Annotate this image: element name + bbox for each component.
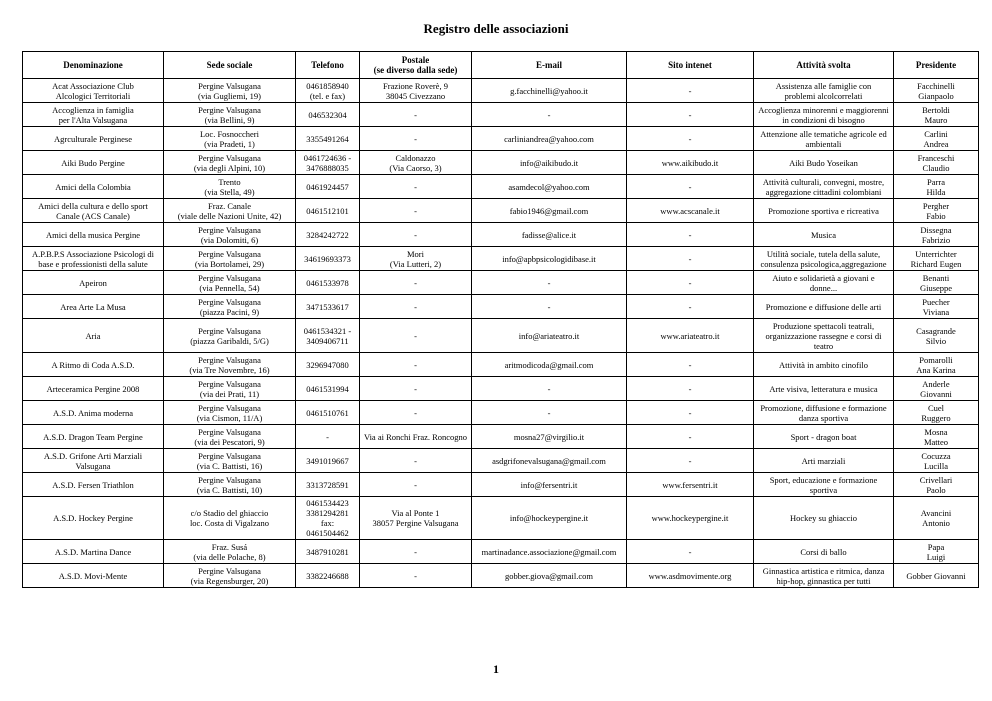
cell-denominazione: A.S.D. Movi-Mente [23,564,164,588]
cell-presidente: Avancini Antonio [894,497,979,540]
cell-email: info@aikibudo.it [472,151,627,175]
cell-sito: - [627,103,754,127]
cell-attivita: Produzione spettacoli teatrali, organizzazione rassegne e corsi di teatro [754,319,894,353]
cell-sito: - [627,377,754,401]
cell-email: - [472,401,627,425]
cell-sito: www.ariateatro.it [627,319,754,353]
cell-presidente: Franceschi Claudio [894,151,979,175]
cell-email: info@fersentri.it [472,473,627,497]
cell-telefono: 3471533617 [296,295,360,319]
cell-denominazione: A.S.D. Martina Dance [23,540,164,564]
cell-attivita: Promozione e diffusione delle arti [754,295,894,319]
cell-sede-sociale: Fraz. Susá (via delle Polache, 8) [164,540,296,564]
cell-postale: Caldonazzo (Via Caorso, 3) [360,151,472,175]
cell-sede-sociale: c/o Stadio del ghiaccio loc. Costa di Vigalzano [164,497,296,540]
cell-email: fabio1946@gmail.com [472,199,627,223]
cell-postale: - [360,449,472,473]
cell-email: asdgrifonevalsugana@gmail.com [472,449,627,473]
cell-sito: - [627,449,754,473]
cell-sito: www.aikibudo.it [627,151,754,175]
cell-sito: - [627,425,754,449]
column-header-postale: Postale (se diverso dalla sede) [360,52,472,79]
cell-attivita: Ginnastica artistica e ritmica, danza hip-hop, ginnastica per tutti [754,564,894,588]
cell-email: - [472,377,627,401]
cell-presidente: Carlini Andrea [894,127,979,151]
cell-sede-sociale: Pergine Valsugana (via Gugliemi, 19) [164,79,296,103]
cell-postale: - [360,175,472,199]
cell-postale: - [360,564,472,588]
cell-telefono: 0461534423 3381294281 fax: 0461504462 [296,497,360,540]
cell-telefono: 3313728591 [296,473,360,497]
table-row [23,425,979,449]
cell-attivita: Attività in ambito cinofilo [754,353,894,377]
cell-sede-sociale: Pergine Valsugana (via Tre Novembre, 16) [164,353,296,377]
cell-telefono: 3487910281 [296,540,360,564]
cell-email: aritmodicoda@gmail.com [472,353,627,377]
cell-telefono: 0461724636 - 3476888035 [296,151,360,175]
table-row [23,473,979,497]
cell-presidente: Benanti Giuseppe [894,271,979,295]
cell-email: info@apbpsicologidibase.it [472,247,627,271]
cell-sito: - [627,295,754,319]
cell-attivita: Attività culturali, convegni, mostre, aggregazione cittadini colombiani [754,175,894,199]
cell-sito: - [627,127,754,151]
cell-telefono: 0461510761 [296,401,360,425]
cell-telefono: - [296,425,360,449]
cell-postale: - [360,319,472,353]
table-row [23,401,979,425]
cell-presidente: Crivellari Paolo [894,473,979,497]
cell-denominazione: Acat Associazione Club Alcologici Territoriali [23,79,164,103]
table-row [23,271,979,295]
cell-attivita: Accoglienza minorenni e maggiorenni in condizioni di bisogno [754,103,894,127]
associations-table [22,51,979,588]
cell-presidente: Unterrichter Richard Eugen [894,247,979,271]
cell-attivita: Promozione sportiva e ricreativa [754,199,894,223]
cell-attivita: Promozione, diffusione e formazione danza sportiva [754,401,894,425]
cell-presidente: Bertoldi Mauro [894,103,979,127]
cell-denominazione: Apeiron [23,271,164,295]
cell-postale: Via al Ponte 1 38057 Pergine Valsugana [360,497,472,540]
cell-attivita: Arte visiva, letteratura e musica [754,377,894,401]
cell-postale: - [360,473,472,497]
cell-email: mosna27@virgilio.it [472,425,627,449]
cell-denominazione: A.S.D. Fersen Triathlon [23,473,164,497]
cell-attivita: Arti marziali [754,449,894,473]
cell-email: - [472,295,627,319]
table-row [23,127,979,151]
cell-sede-sociale: Loc. Fosnoccheri (via Pradeti, 1) [164,127,296,151]
cell-telefono: 3491019667 [296,449,360,473]
cell-sede-sociale: Pergine Valsugana (via dei Prati, 11) [164,377,296,401]
cell-denominazione: A.S.D. Anima moderna [23,401,164,425]
cell-sito: - [627,247,754,271]
cell-attivita: Utilità sociale, tutela della salute, consulenza psicologica,aggregazione [754,247,894,271]
cell-sede-sociale: Pergine Valsugana (via Bortolamei, 29) [164,247,296,271]
table-row [23,151,979,175]
cell-denominazione: A.P.B.P.S Associazione Psicologi di base e professionisti della salute [23,247,164,271]
table-row [23,103,979,127]
cell-denominazione: Amici della cultura e dello sport Canale (ACS Canale) [23,199,164,223]
cell-presidente: Papa Luigi [894,540,979,564]
cell-presidente: Pomarolli Ana Karina [894,353,979,377]
cell-postale: Via ai Ronchi Fraz. Roncogno [360,425,472,449]
cell-telefono: 3355491264 [296,127,360,151]
cell-telefono: 3382246688 [296,564,360,588]
table-body [23,79,979,588]
table-row [23,223,979,247]
cell-postale: - [360,401,472,425]
cell-attivita: Sport - dragon boat [754,425,894,449]
cell-email: info@ariateatro.it [472,319,627,353]
cell-presidente: Puecher Viviana [894,295,979,319]
cell-denominazione: A Ritmo di Coda A.S.D. [23,353,164,377]
cell-postale: - [360,199,472,223]
cell-email: - [472,271,627,295]
cell-sede-sociale: Pergine Valsugana (via Bellini, 9) [164,103,296,127]
cell-sede-sociale: Pergine Valsugana (via dei Pescatori, 9) [164,425,296,449]
cell-email: - [472,103,627,127]
cell-postale: - [360,223,472,247]
cell-sito: www.hockeypergine.it [627,497,754,540]
cell-presidente: Anderle Giovanni [894,377,979,401]
cell-sito: - [627,401,754,425]
cell-sede-sociale: Pergine Valsugana (via Pennella, 54) [164,271,296,295]
cell-telefono: 0461534321 - 3409406711 [296,319,360,353]
cell-telefono: 0461924457 [296,175,360,199]
cell-sede-sociale: Pergine Valsugana (via Regensburger, 20) [164,564,296,588]
cell-email: g.facchinelli@yahoo.it [472,79,627,103]
cell-presidente: Mosna Matteo [894,425,979,449]
table-header-row [23,52,979,79]
table-row [23,353,979,377]
cell-postale: - [360,377,472,401]
cell-attivita: Aiki Budo Yoseikan [754,151,894,175]
cell-presidente: Gobber Giovanni [894,564,979,588]
cell-sede-sociale: Pergine Valsugana (piazza Garibaldi, 5/G) [164,319,296,353]
cell-presidente: Pergher Fabio [894,199,979,223]
table-row [23,319,979,353]
cell-sito: - [627,175,754,199]
cell-postale: - [360,103,472,127]
cell-telefono: 3284242722 [296,223,360,247]
cell-attivita: Aiuto e solidarietà a giovani e donne... [754,271,894,295]
cell-telefono: 046532304 [296,103,360,127]
cell-sito: www.acscanale.it [627,199,754,223]
table-row [23,564,979,588]
cell-presidente: Facchinelli Gianpaolo [894,79,979,103]
cell-attivita: Hockey su ghiaccio [754,497,894,540]
table-row [23,497,979,540]
cell-attivita: Sport, educazione e formazione sportiva [754,473,894,497]
column-header-email: E-mail [472,52,627,79]
cell-sito: www.fersentri.it [627,473,754,497]
column-header-sede-sociale: Sede sociale [164,52,296,79]
cell-postale: - [360,295,472,319]
cell-postale: Mori (Via Lutteri, 2) [360,247,472,271]
cell-sede-sociale: Trento (via Stella, 49) [164,175,296,199]
cell-denominazione: Amici della Colombia [23,175,164,199]
cell-postale: - [360,127,472,151]
table-row [23,540,979,564]
cell-sede-sociale: Pergine Valsugana (piazza Pacini, 9) [164,295,296,319]
column-header-presidente: Presidente [894,52,979,79]
table-row [23,377,979,401]
cell-sede-sociale: Pergine Valsugana (via C. Battisti, 16) [164,449,296,473]
cell-sede-sociale: Pergine Valsugana (via C. Battisti, 10) [164,473,296,497]
table-row [23,175,979,199]
cell-sito: - [627,271,754,295]
cell-email: fadisse@alice.it [472,223,627,247]
cell-presidente: Cocuzza Lucilla [894,449,979,473]
cell-attivita: Corsi di ballo [754,540,894,564]
table-row [23,295,979,319]
cell-sito: - [627,540,754,564]
cell-attivita: Assistenza alle famiglie con problemi alcolcorrelati [754,79,894,103]
cell-sede-sociale: Pergine Valsugana (via Cismon, 11/A) [164,401,296,425]
column-header-attivita: Attività svolta [754,52,894,79]
cell-attivita: Musica [754,223,894,247]
table-row [23,79,979,103]
cell-denominazione: Aria [23,319,164,353]
cell-sede-sociale: Pergine Valsugana (via degli Alpini, 10) [164,151,296,175]
cell-telefono: 0461858940 (tel. e fax) [296,79,360,103]
cell-sito: - [627,353,754,377]
cell-denominazione: A.S.D. Dragon Team Pergine [23,425,164,449]
cell-presidente: Cuel Ruggero [894,401,979,425]
cell-sede-sociale: Fraz. Canale (viale delle Nazioni Unite, 42) [164,199,296,223]
column-header-sito: Sito intenet [627,52,754,79]
cell-denominazione: A.S.D. Hockey Pergine [23,497,164,540]
cell-attivita: Attenzione alle tematiche agricole ed ambientali [754,127,894,151]
cell-email: asamdecol@yahoo.com [472,175,627,199]
table-row [23,199,979,223]
page-number: 1 [493,662,499,676]
cell-denominazione: Arteceramica Pergine 2008 [23,377,164,401]
cell-postale: - [360,540,472,564]
cell-sito: www.asdmovimente.org [627,564,754,588]
table-row [23,449,979,473]
cell-email: martinadance.associazione@gmail.com [472,540,627,564]
cell-presidente: Dissegna Fabrizio [894,223,979,247]
cell-sito: - [627,223,754,247]
cell-presidente: Casagrande Silvio [894,319,979,353]
cell-presidente: Parra Hilda [894,175,979,199]
cell-denominazione: A.S.D. Grifone Arti Marziali Valsugana [23,449,164,473]
cell-telefono: 0461512101 [296,199,360,223]
cell-postale: - [360,353,472,377]
cell-denominazione: Aiki Budo Pergine [23,151,164,175]
cell-telefono: 34619693373 [296,247,360,271]
cell-telefono: 0461531994 [296,377,360,401]
cell-denominazione: Accoglienza in famiglia per l'Alta Valsugana [23,103,164,127]
table-row [23,247,979,271]
column-header-telefono: Telefono [296,52,360,79]
column-header-denominazione: Denominazione [23,52,164,79]
cell-telefono: 3296947080 [296,353,360,377]
cell-sede-sociale: Pergine Valsugana (via Dolomiti, 6) [164,223,296,247]
cell-email: info@hockeypergine.it [472,497,627,540]
page-title: Registro delle associazioni [423,21,569,36]
cell-email: gobber.giova@gmail.com [472,564,627,588]
cell-email: carliniandrea@yahoo.com [472,127,627,151]
cell-postale: Frazione Roverè, 9 38045 Civezzano [360,79,472,103]
cell-denominazione: Amici della musica Pergine [23,223,164,247]
cell-denominazione: Agrculturale Perginese [23,127,164,151]
cell-postale: - [360,271,472,295]
cell-sito: - [627,79,754,103]
cell-denominazione: Area Arte La Musa [23,295,164,319]
cell-telefono: 0461533978 [296,271,360,295]
